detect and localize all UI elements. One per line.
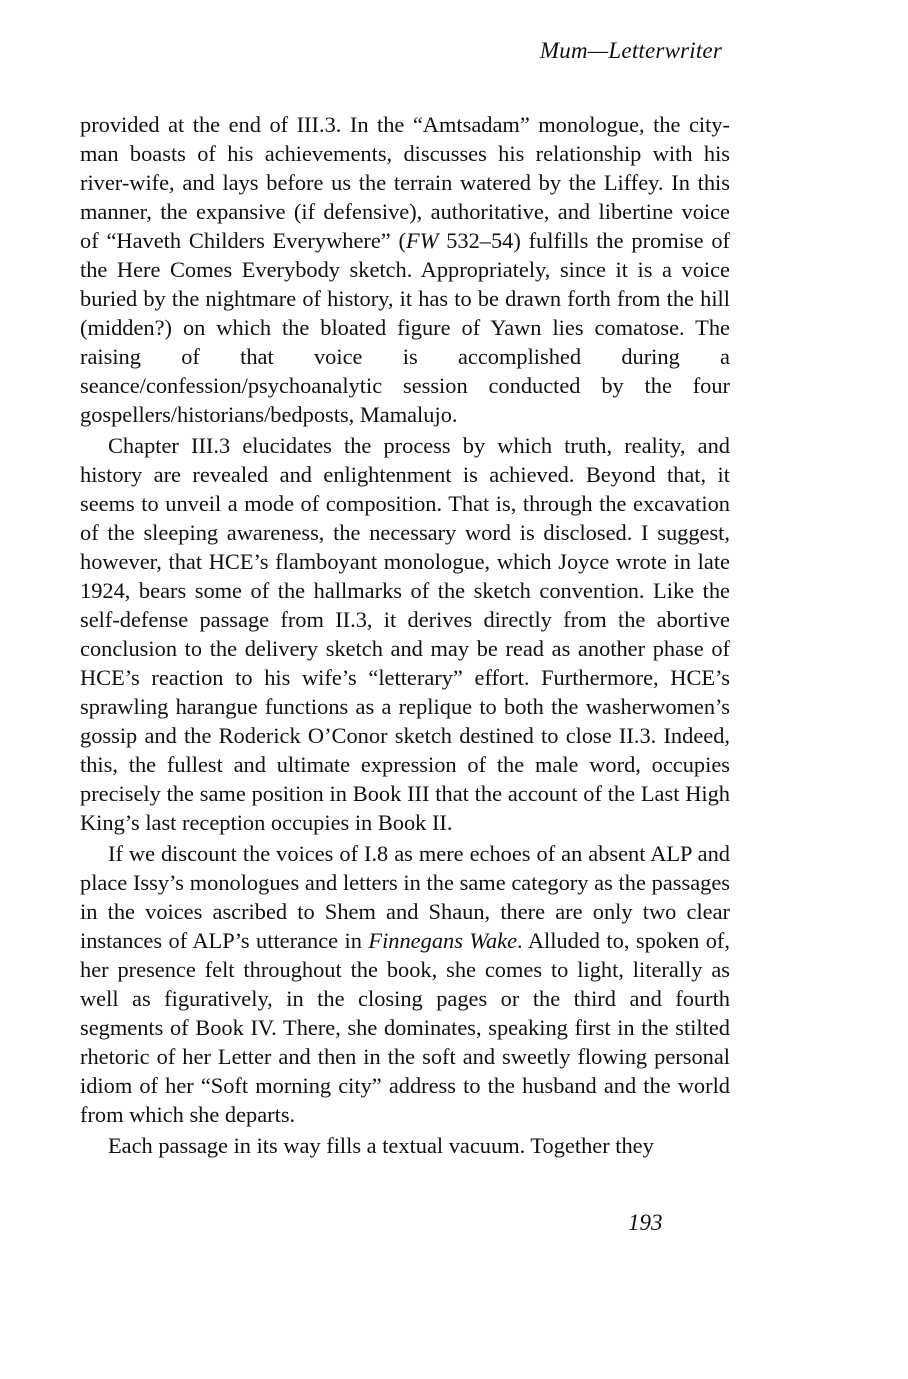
paragraph-4 bbox=[80, 1131, 730, 1160]
paragraph-2 bbox=[80, 431, 730, 837]
paragraph-3-text: If we discount the voices of I.8 as mere echoes of an absent ALP and place Issy’s monologues and letters in the same category as the passages in the voices ascribed to Shem and Shaun, there are only two clear instances of ALP’s utterance in bbox=[80, 841, 730, 953]
page-number: 193 bbox=[628, 1210, 663, 1235]
paragraph-2-text: Chapter III.3 elucidates the process by which truth, reality, and history are revealed and enlightenment is achieved. Beyond that, it seems to unveil a mode of composition. That is, through the excavation of the sleeping awareness, the necessary word is disclosed. I suggest, however, that HCE’s flamboyant monologue, which Joyce wrote in late 1924, bears some of the hallmarks of the sketch convention. Like the self-defense passage from II.3, it derives directly from the abortive conclusion to the delivery sketch and may be read as another phase of HCE’s reaction to his wife’s “letterary” effort. Furthermore, HCE’s sprawling harangue functions as a replique to both the washerwomen’s gossip and the Roderick O’Conor sketch destined to close II.3. Indeed, this, the fullest and ultimate expression of the male word, occupies precisely the same position in Book III that the account of the Last High King’s last reception occupies in Book II. bbox=[80, 433, 730, 835]
paragraph-1-text-cont: 532–54) fulfills the promise of the Here Comes Everybody sketch. Appropriately, since it is a voice buried by the nightmare of history, it has to be drawn forth from the hill (midden?) on which the bloated figure of Yawn lies comatose. The raising of that voice is accomplished during a seance/confession/psychoanalytic session conducted by the four gospellers/historians/bedposts, Mamalujo. bbox=[80, 228, 730, 427]
paragraph-3 bbox=[80, 839, 730, 1129]
running-head: Mum—Letterwriter bbox=[539, 38, 722, 63]
paragraph-4-text: Each passage in its way fills a textual vacuum. Together they bbox=[108, 1133, 654, 1158]
paragraph-3-text-cont: . Alluded to, spoken of, her presence felt throughout the book, she comes to light, literally as well as figuratively, in the closing pages or the third and fourth segments of Book IV. There, she dominates, speaking first in the stilted rhetoric of her Letter and then in the soft and sweetly flowing personal idiom of her “Soft morning city” address to the husband and the world from which she departs. bbox=[80, 928, 730, 1127]
paragraph-1-text: provided at the end of III.3. In the “Amtsadam” monologue, the city-man boasts of his achievements, discusses his relationship with his river-wife, and lays before us the terrain watered by the Liffey. In this manner, the expansive (if defensive), authoritative, and libertine voice of “Haveth Childers Everywhere” ( bbox=[80, 112, 730, 253]
fw-abbreviation: FW bbox=[406, 228, 439, 253]
body-text bbox=[80, 110, 730, 1162]
paragraph-1 bbox=[80, 110, 730, 429]
book-title-finnegans-wake: Finnegans Wake bbox=[368, 928, 518, 953]
